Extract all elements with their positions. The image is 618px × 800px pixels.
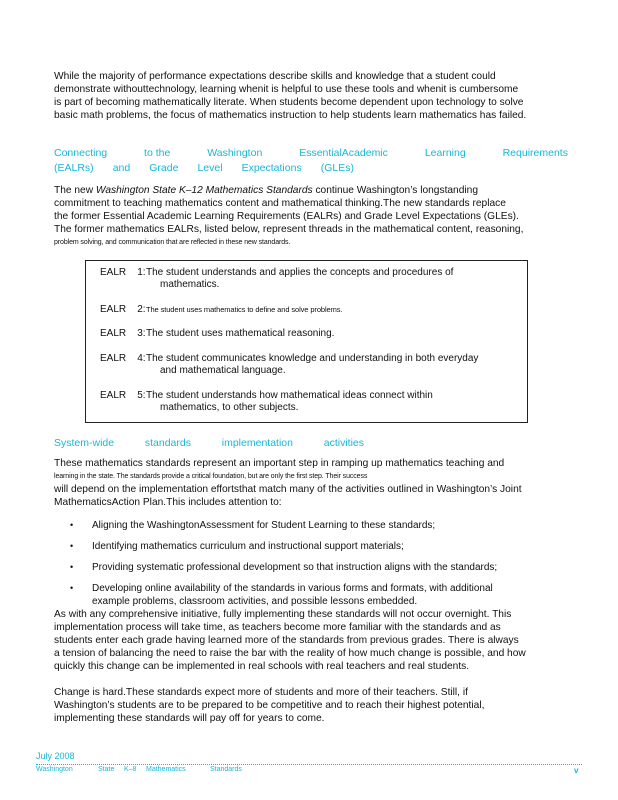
section2-line: These mathematics standards represent an important step in ramping up mathematics teaching and bbox=[54, 458, 505, 469]
ealr-label: EALR bbox=[100, 304, 127, 315]
heading-word: activities bbox=[323, 437, 364, 449]
list-item-text: Developing online availability of the standards in various forms and formats, with additional bbox=[92, 583, 493, 594]
ealr-line: and mathematical language. bbox=[160, 365, 286, 376]
section1-paragraph bbox=[54, 184, 574, 249]
intro-line: is part of becoming mathematically literate. When students become dependent upon technology to solve bbox=[54, 97, 524, 108]
list-item bbox=[70, 519, 570, 532]
section1-line: commitment to teaching mathematics content and mathematical thinking.The new standards replace bbox=[54, 198, 506, 209]
heading-word: implementation bbox=[221, 437, 293, 449]
ealr-number: 5: bbox=[137, 390, 146, 401]
section2-paragraph bbox=[54, 457, 574, 509]
para-line: Washington’s students are to be prepared to be competitive and to reach their highest potential, bbox=[54, 700, 485, 711]
section-heading-connecting bbox=[54, 146, 574, 176]
ealr-text bbox=[146, 328, 546, 340]
footer bbox=[36, 766, 582, 778]
ealr-tag bbox=[100, 267, 144, 279]
section1-first-line bbox=[54, 184, 574, 197]
heading-word: (EALRs) bbox=[54, 162, 94, 174]
intro-line: demonstrate withouttechnology, learning whenit is helpful to use these tools and whenit is cumbersome bbox=[54, 84, 519, 95]
para-line: implementing these standards will pay off for years to come. bbox=[54, 713, 325, 724]
bullet-icon: • bbox=[70, 520, 74, 530]
footer-item: Washington bbox=[36, 766, 73, 773]
heading-word: EssentialAcademic bbox=[299, 147, 388, 159]
ealr-line: The student communicates knowledge and understanding in both everyday bbox=[146, 353, 479, 364]
bullet-icon: • bbox=[70, 562, 74, 572]
attention-list bbox=[70, 519, 570, 608]
list-item-text: Providing systematic professional development so that instruction aligns with the standards; bbox=[92, 562, 498, 573]
para-line: a tension of balancing the need to raise the bar with the reality of how much change is possible, and how bbox=[54, 648, 526, 659]
ealr-label: EALR bbox=[100, 353, 127, 364]
footer-item: Mathematics bbox=[146, 766, 186, 773]
intro-line: While the majority of performance expectations describe skills and knowledge that a student could bbox=[54, 71, 496, 82]
section-heading-implementation bbox=[54, 436, 364, 451]
bullet-icon: • bbox=[70, 541, 74, 551]
ealr-number: 4: bbox=[137, 353, 146, 364]
standards-title: Washington State K–12 Mathematics Standards bbox=[95, 185, 313, 196]
heading-word: Grade bbox=[149, 162, 179, 174]
footer-item: State bbox=[98, 766, 115, 773]
heading-word: (GLEs) bbox=[320, 162, 354, 174]
footer-item: K–8 bbox=[124, 766, 137, 773]
list-item bbox=[70, 540, 570, 553]
change-paragraph bbox=[54, 686, 574, 725]
list-item bbox=[70, 561, 570, 574]
intro-paragraph bbox=[54, 70, 574, 122]
ealr-tag bbox=[100, 353, 144, 365]
footer-date: July 2008 bbox=[36, 751, 75, 761]
ealr-line: mathematics, to other subjects. bbox=[160, 402, 299, 413]
list-item bbox=[70, 582, 570, 608]
ealr-text bbox=[146, 267, 546, 291]
bullet-icon: • bbox=[70, 583, 74, 593]
para-line: implementation process will take time, as teachers become more familiar with the standards and as bbox=[54, 622, 501, 633]
section1-line: the former Essential Academic Learning Requirements (EALRs) and Grade Level Expectations (GLEs). bbox=[54, 211, 519, 222]
ealr-line: The student uses mathematical reasoning. bbox=[146, 328, 335, 339]
section2-line: will depend on the implementation effortsthat match many of the activities outlined in Washington’s Joint bbox=[54, 484, 522, 495]
para-line: students enter each grade having learned more of the standards from previous grades. There is always bbox=[54, 635, 519, 646]
ealr-number: 2: bbox=[137, 304, 146, 315]
list-item-text: Identifying mathematics curriculum and instructional support materials; bbox=[92, 541, 404, 552]
heading-word: standards bbox=[144, 437, 191, 449]
section2-small-line: learning in the state. The standards provide a critical foundation, but are only the first step. Their success bbox=[54, 473, 368, 480]
heading-word: Connecting bbox=[54, 147, 108, 159]
heading-word: System-wide bbox=[54, 437, 115, 449]
heading-word: Washington bbox=[207, 147, 263, 159]
intro-line: basic math problems, the focus of mathematics instruction to help students learn mathematics has failed. bbox=[54, 110, 527, 121]
ealr-label: EALR bbox=[100, 267, 127, 278]
para-line: As with any comprehensive initiative, fully implementing these standards will not occur overnight. This bbox=[54, 609, 512, 620]
ealr-text bbox=[146, 353, 546, 377]
footer-item: Standards bbox=[210, 766, 242, 773]
ealr-line: mathematics. bbox=[160, 279, 220, 290]
heading-word: to the bbox=[144, 147, 171, 159]
ealr-line: The student uses mathematics to define and solve problems. bbox=[146, 305, 343, 314]
list-item-text: Aligning the WashingtonAssessment for Student Learning to these standards; bbox=[92, 520, 436, 531]
heading-word: and bbox=[112, 162, 131, 174]
ealr-label: EALR bbox=[100, 328, 127, 339]
text-run: continue Washington’s longstanding bbox=[312, 185, 478, 196]
implementation-paragraph bbox=[54, 608, 574, 673]
para-line: Change is hard.These standards expect more of students and more of their teachers. Still, if bbox=[54, 687, 468, 698]
ealr-line: The student understands how mathematical ideas connect within bbox=[146, 390, 433, 401]
ealr-label: EALR bbox=[100, 390, 127, 401]
ealr-text bbox=[146, 390, 546, 414]
section1-small-line: problem solving, and communication that are reflected in these new standards. bbox=[54, 239, 291, 246]
text-run: The new bbox=[54, 185, 96, 196]
section2-line: MathematicsAction Plan.This includes attention to: bbox=[54, 497, 282, 508]
heading-word: Requirements bbox=[502, 147, 568, 159]
ealr-tag bbox=[100, 304, 144, 316]
section1-line: The former mathematics EALRs, listed below, represent threads in the mathematical content, reasoning, bbox=[54, 224, 524, 235]
ealr-text bbox=[146, 304, 546, 316]
ealr-number: 1: bbox=[137, 267, 146, 278]
ealr-tag bbox=[100, 328, 144, 340]
ealr-tag bbox=[100, 390, 144, 402]
para-line: quickly this change can be implemented in real schools with real teachers and real students. bbox=[54, 661, 470, 672]
list-item-text: example problems, classroom activities, and possible lessons embedded. bbox=[92, 596, 418, 607]
heading-word: Expectations bbox=[241, 162, 302, 174]
ealr-line: The student understands and applies the concepts and procedures of bbox=[146, 267, 454, 278]
heading-word: Learning bbox=[424, 147, 466, 159]
page-number: v bbox=[574, 766, 579, 775]
ealr-number: 3: bbox=[137, 328, 146, 339]
heading-word: Level bbox=[197, 162, 223, 174]
footer-divider bbox=[36, 764, 582, 765]
